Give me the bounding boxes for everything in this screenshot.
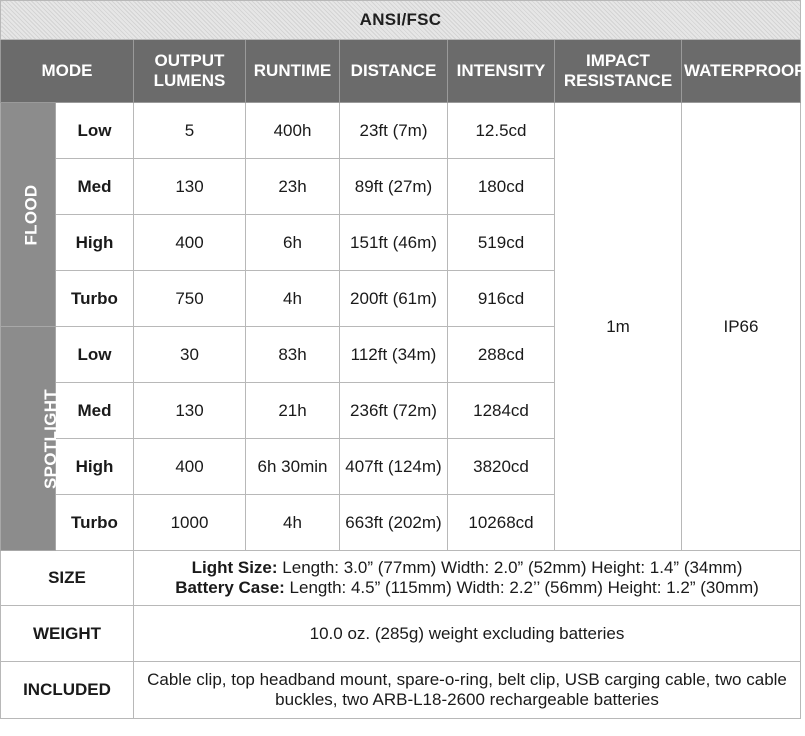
table-row (1, 103, 801, 159)
mode-cell: Low (56, 103, 134, 159)
runtime-cell: 4h (246, 271, 340, 327)
lumens-cell: 130 (134, 383, 246, 439)
weight-label: WEIGHT (1, 606, 134, 662)
battery-case-line (136, 578, 798, 598)
light-size-value: Length: 3.0” (77mm) Width: 2.0” (52mm) Height: 1.4” (34mm) (277, 558, 743, 577)
impact-resistance-value: 1m (555, 103, 682, 551)
runtime-cell: 83h (246, 327, 340, 383)
distance-cell: 89ft (27m) (340, 159, 448, 215)
table-title: ANSI/FSC (1, 1, 801, 40)
mode-cell: High (56, 439, 134, 495)
header-impact-resistance: IMPACT RESISTANCE (555, 40, 682, 103)
size-value (134, 551, 801, 606)
intensity-cell: 519cd (448, 215, 555, 271)
light-size-key: Light Size: (191, 558, 278, 577)
header-output-lumens: OUTPUT LUMENS (134, 40, 246, 103)
weight-row (1, 606, 801, 662)
header-mode: MODE (1, 40, 134, 103)
group-label-spotlight: SPOTLIGHT (1, 327, 56, 551)
mode-cell: Low (56, 327, 134, 383)
lumens-cell: 130 (134, 159, 246, 215)
included-row (1, 662, 801, 719)
lumens-cell: 30 (134, 327, 246, 383)
mode-cell: High (56, 215, 134, 271)
intensity-cell: 1284cd (448, 383, 555, 439)
distance-cell: 236ft (72m) (340, 383, 448, 439)
lumens-cell: 1000 (134, 495, 246, 551)
mode-cell: Turbo (56, 271, 134, 327)
intensity-cell: 10268cd (448, 495, 555, 551)
runtime-cell: 6h (246, 215, 340, 271)
included-label: INCLUDED (1, 662, 134, 719)
lumens-cell: 750 (134, 271, 246, 327)
group-label-flood: FLOOD (1, 103, 56, 327)
header-runtime: RUNTIME (246, 40, 340, 103)
runtime-cell: 23h (246, 159, 340, 215)
intensity-cell: 3820cd (448, 439, 555, 495)
intensity-cell: 916cd (448, 271, 555, 327)
distance-cell: 200ft (61m) (340, 271, 448, 327)
light-size-line (136, 558, 798, 578)
runtime-cell: 4h (246, 495, 340, 551)
size-label: SIZE (1, 551, 134, 606)
header-waterproof: WATERPROOF (682, 40, 801, 103)
included-value: Cable clip, top headband mount, spare-o-ring, belt clip, USB carging cable, two cable buckles, two ARB-L18-2600 rechargeable batteries (134, 662, 801, 719)
header-intensity: INTENSITY (448, 40, 555, 103)
waterproof-value: IP66 (682, 103, 801, 551)
size-row (1, 551, 801, 606)
lumens-cell: 5 (134, 103, 246, 159)
intensity-cell: 12.5cd (448, 103, 555, 159)
distance-cell: 23ft (7m) (340, 103, 448, 159)
runtime-cell: 400h (246, 103, 340, 159)
runtime-cell: 6h 30min (246, 439, 340, 495)
mode-cell: Turbo (56, 495, 134, 551)
intensity-cell: 180cd (448, 159, 555, 215)
intensity-cell: 288cd (448, 327, 555, 383)
battery-case-key: Battery Case: (175, 578, 285, 597)
lumens-cell: 400 (134, 215, 246, 271)
battery-case-value: Length: 4.5” (115mm) Width: 2.2’’ (56mm) Height: 1.2” (30mm) (284, 578, 759, 597)
distance-cell: 663ft (202m) (340, 495, 448, 551)
weight-value: 10.0 oz. (285g) weight excluding batteries (134, 606, 801, 662)
distance-cell: 151ft (46m) (340, 215, 448, 271)
runtime-cell: 21h (246, 383, 340, 439)
mode-cell: Med (56, 159, 134, 215)
header-distance: DISTANCE (340, 40, 448, 103)
distance-cell: 407ft (124m) (340, 439, 448, 495)
lumens-cell: 400 (134, 439, 246, 495)
distance-cell: 112ft (34m) (340, 327, 448, 383)
mode-cell: Med (56, 383, 134, 439)
